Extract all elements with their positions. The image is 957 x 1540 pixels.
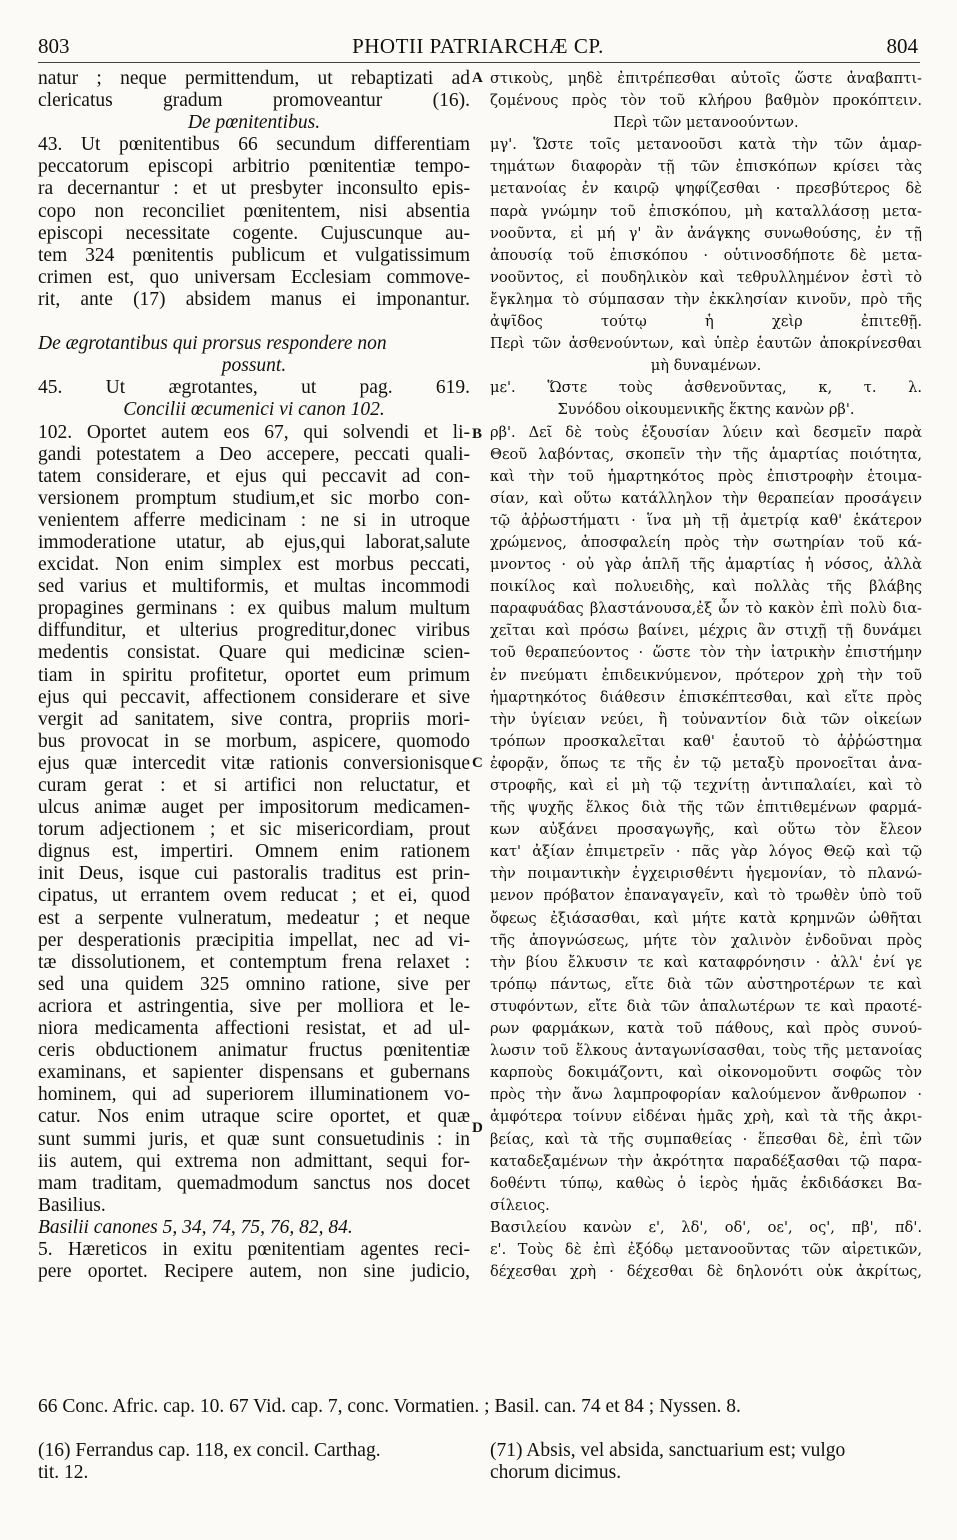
greek-text-line: τῷ ἀῤῥωστήματι · ἵνα μὴ τῇ ἀμετρίᾳ καθ' ἑκάτερον bbox=[490, 511, 922, 529]
greek-text-line: ἀψῖδος τούτῳ ἡ χεὶρ ἐπιτεθῇ. bbox=[490, 313, 922, 331]
greek-text-line: χεῖται καὶ πρόσω βαίνει, μέχρις ἂν στιχῇ τῇ δυνάμει bbox=[490, 622, 922, 640]
greek-text-line: Βασιλείου κανὼν ε', λδ', οδ', οε', ος', πβ', πδ'. bbox=[490, 1218, 922, 1236]
latin-text-line: tæ dissolutionem, et contemptum frena relaxet : bbox=[38, 951, 470, 973]
latin-text-line: tiam in spiritu profitetur, oportet eum primum bbox=[38, 664, 470, 686]
greek-text-line: ζομένους πρὸς τὸν τοῦ κλήρου βαθμὸν προκόπτειν. bbox=[490, 92, 922, 110]
latin-text-line: niora medicamenta affectioni resistat, et ad ul- bbox=[38, 1018, 470, 1040]
running-title: PHOTII PATRIARCHÆ CP. bbox=[352, 34, 604, 58]
footnote-left-line: tit. 12. bbox=[38, 1462, 89, 1483]
greek-text-line: ρβ'. Δεῖ δὲ τοὺς ἐξουσίαν λύειν καὶ δεσμεῖν παρὰ bbox=[490, 423, 922, 441]
latin-text-line: ejus qui peccavit, affectionem considerare et sive bbox=[38, 686, 470, 708]
greek-text-line: μγ'. Ὥστε τοῖς μετανοοῦσι κατὰ τὴν τῶν ἁμαρ- bbox=[490, 136, 922, 154]
greek-text-line: τῆς ἀπογνώσεως, μήτε τὸν χαλινὸν ἐνδοῦναι πρὸς bbox=[490, 931, 922, 949]
greek-text-line: τοῦ θεραπεύοντος · ὥστε τὸν τὴν ἰατρικὴν ἐπιστήμην bbox=[490, 644, 922, 662]
latin-text-line: catur. Nos enim utraque scire oportet, et quæ bbox=[38, 1106, 470, 1128]
latin-text-line: ceris obductionem animatur fructus pœnitentiæ bbox=[38, 1040, 470, 1062]
latin-text-line: mam traditam, quemadmodum sanctus nos docet bbox=[38, 1172, 470, 1194]
margin-marker-c: C bbox=[472, 755, 483, 771]
latin-text-line: medentis consistat. Quare qui medicinæ scien- bbox=[38, 642, 470, 664]
greek-text-line: μετανοίας ἐν καιρῷ ψηφίζεσθαι · πρεσβύτερος δὲ bbox=[490, 180, 922, 198]
greek-text-line: ποικίλος καὶ πολυειδὴς, καὶ πολλὰς τῆς βλάβης bbox=[490, 578, 922, 596]
header-rule bbox=[38, 62, 920, 63]
greek-text-line: σίλειος. bbox=[490, 1196, 550, 1214]
greek-text-line: καρποὺς δοκιμάζοντι, καὶ οἰκονομοῦντι σοφῶς τὸν bbox=[490, 1064, 922, 1082]
latin-text-line: sed varius et multiformis, et multas incommodi bbox=[38, 576, 470, 598]
greek-column bbox=[490, 68, 922, 1283]
latin-text-line: acriora et astringentia, sive per molliora et le- bbox=[38, 995, 470, 1017]
greek-text-line: ε'. Τοὺς δὲ ἐπὶ ἐξόδῳ μετανοοῦντας τῶν αἱρετικῶν, bbox=[490, 1240, 922, 1258]
footnote-left bbox=[38, 1440, 470, 1484]
latin-text-line: cipatus, ut errantem ovem reducat ; et ei, quod bbox=[38, 885, 470, 907]
latin-text-line: De pœnitentibus. bbox=[187, 112, 321, 134]
greek-text-line: παρὰ γνώμην τοῦ ἐπισκόπου, μὴ καταλλάσσῃ μετα- bbox=[490, 202, 922, 220]
latin-text-line: ra decernantur : et ut presbyter inconsulto epis- bbox=[38, 178, 470, 200]
latin-text-line: crimen est, quo universam Ecclesiam commove- bbox=[38, 266, 470, 288]
greek-text-line: με'. Ὥστε τοὺς ἀσθενοῦντας, κ, τ. λ. bbox=[490, 379, 922, 397]
latin-text-line: 45. Ut ægrotantes, ut pag. 619. bbox=[38, 377, 470, 399]
greek-text-line: λωσιν τοῦ ἕλκους ἀνταγωνίσασθαι, τοὺς τῆς μετανοίας bbox=[490, 1042, 922, 1060]
latin-text-line: versionem promptum studium,et sic morbo con- bbox=[38, 487, 470, 509]
page-number-right: 804 bbox=[886, 34, 918, 58]
greek-text-line: ἀπουσίᾳ τοῦ ἐπισκόπου · οὑτινοσδήποτε δὲ μετα- bbox=[490, 246, 922, 264]
greek-text-line: τρόπων προσκαλεῖται καθ' ἑαυτοῦ τὸ ἀῤῥώστημα bbox=[490, 732, 922, 750]
latin-text-line: 43. Ut pœnitentibus 66 secundum differentiam bbox=[38, 134, 470, 156]
latin-text-line: iis autem, qui extrema non admittant, sequi for- bbox=[38, 1150, 470, 1172]
latin-text-line: pere oportet. Recipere autem, non sine judicio, bbox=[38, 1261, 470, 1283]
margin-marker-b: B bbox=[472, 426, 483, 442]
latin-text-line: dignus est, impertiri. Omnem enim rationem bbox=[38, 841, 470, 863]
latin-column bbox=[38, 68, 470, 1283]
latin-text-line: est a serpente vulneratum, medeatur ; et neque bbox=[38, 907, 470, 929]
greek-text-line: Περὶ τῶν μετανοούντων. bbox=[613, 114, 799, 132]
latin-text-line: propagines germinans : ex quibus malum multum bbox=[38, 598, 470, 620]
latin-text-line: venientem afferre medicinam : ne si in utroque bbox=[38, 509, 470, 531]
greek-text-line: ἀμφότερα τοίνυν εἰδέναι ἡμᾶς χρὴ, καὶ τὰ τῆς ἀκρι- bbox=[490, 1108, 922, 1126]
latin-text-line: ejus quæ intercedit vitæ rationis conversionisque bbox=[38, 752, 470, 774]
latin-text-line: vergit ad sanitatem, sive contra, propriis mori- bbox=[38, 708, 470, 730]
greek-text-line: ἔγκλημα τὸ σύμπασαν τὴν ἐκκλησίαν κινοῦν, πρὸ τῆς bbox=[490, 290, 922, 308]
footnote-right-line: (71) Absis, vel absida, sanctuarium est; vulgo bbox=[490, 1440, 846, 1461]
greek-text-line: Περὶ τῶν ἀσθενούντων, καὶ ὑπὲρ ἑαυτῶν ἀποκρίνεσθαι bbox=[490, 335, 922, 353]
latin-text-line: copo non reconciliet pœnitentem, nisi absentia bbox=[38, 200, 470, 222]
greek-text-line: καὶ τὴν τοῦ ἡμαρτηκότος πρὸς ἐπιστροφὴν ἑτοιμα- bbox=[490, 467, 922, 485]
latin-text-line: init Deus, isque cui pastoralis traditus est prin- bbox=[38, 863, 470, 885]
greek-text-line: τρόπῳ πάντως, εἴτε διὰ τῶν αὐστηροτέρων τε καὶ bbox=[490, 975, 922, 993]
latin-text-line: hominem, qui ad superiorem illuminationem vo- bbox=[38, 1084, 470, 1106]
greek-text-line: βείας, καὶ τὰ τῆς συμπαθείας · ἕπεσθαι δὲ, ἐπὶ τῶν bbox=[490, 1130, 922, 1148]
footnotes-top bbox=[38, 1396, 922, 1418]
latin-text-line: ulcus animæ auget per impositorum medicamen- bbox=[38, 797, 470, 819]
greek-text-line: ἐφορᾷν, ὅπως τε τῆς ἐν τῷ μεταξὺ προνοεῖται ἀνα- bbox=[490, 754, 922, 772]
latin-text-line: gandi potestatem a Deo accepere, peccati quali- bbox=[38, 443, 470, 465]
greek-text-line: παραφυάδας βλαστάνουσα,ἐξ ὧν τὸ κακὸν ἐπὶ πολὺ δια- bbox=[490, 600, 922, 618]
margin-marker-a: A bbox=[472, 70, 483, 86]
greek-text-line: σίαν, καὶ οὕτω κατάλληλον τὴν θεραπείαν προσάγειν bbox=[490, 489, 922, 507]
latin-text-line: natur ; neque permittendum, ut rebaptizati ad bbox=[38, 68, 470, 89]
latin-text-line: possunt. bbox=[221, 355, 287, 377]
latin-text-line: De ægrotantibus qui prorsus respondere non bbox=[38, 333, 387, 355]
latin-text-line: curam gerat : et si artifici non reluctatur, et bbox=[38, 775, 470, 796]
greek-text-line: ἐν πνεύματι ἐπιδεικνύμενον, πρότερον χρὴ τὴν τοῦ bbox=[490, 666, 922, 684]
greek-text-line: κατ' ἀξίαν ἐπιμετρεῖν · πᾶς γὰρ λόγος Θεῷ καὶ τῷ bbox=[490, 843, 922, 861]
greek-text-line: τὴν ὑγίειαν νεύει, ἢ τοὐναντίον διὰ τῶν οἰκείων bbox=[490, 710, 922, 728]
greek-text-line: Συνόδου οἰκουμενικῆς ἕκτης κανὼν ρβ'. bbox=[557, 401, 855, 419]
latin-text-line: bus provocat in se morbum, aspicere, quomodo bbox=[38, 730, 470, 752]
greek-text-line: μνοντος · οὐ γὰρ ἁπλῆ τῆς ἁμαρτίας ἡ νόσος, ἀλλὰ bbox=[490, 556, 922, 574]
greek-text-line: τὴν βίου ἔλκυσιν τε καὶ καταφρόνησιν · ἀλλ' ἐνί γε bbox=[490, 953, 922, 971]
margin-marker-d: D bbox=[472, 1120, 483, 1136]
latin-text-line: diffunditur, et ulterius progreditur,donec viribus bbox=[38, 620, 470, 642]
running-header bbox=[38, 34, 918, 60]
greek-text-line: Θεοῦ λαβόντας, σκοπεῖν τὴν τῆς ἁμαρτίας ποιότητα, bbox=[490, 445, 922, 463]
latin-text-line: tem 324 pœnitentis publicum et vulgatissimum bbox=[38, 244, 470, 266]
page-number-left: 803 bbox=[38, 34, 70, 58]
latin-text-line: per desperationis præcipitia impellat, nec ad vi- bbox=[38, 929, 470, 951]
latin-text-line bbox=[38, 311, 470, 333]
latin-text-line: clericatus gradum promoveantur (16). bbox=[38, 90, 470, 112]
greek-text-line: νοοῦντος, εἰ πουδηλικὸν καὶ τεθρυλλημένον ἐστὶ τὸ bbox=[490, 268, 922, 286]
greek-text-line: μὴ δυναμένων. bbox=[650, 357, 762, 375]
footnote-right bbox=[490, 1440, 922, 1484]
latin-text-line: torum adjectionem ; et sic misericordiam, prout bbox=[38, 819, 470, 841]
latin-text-line: sed una quidem 325 omnino ratione, sive per bbox=[38, 973, 470, 995]
greek-text-line: καταδεξαμένων τὴν ἀκρότητα παραδέξασθαι τῷ παρα- bbox=[490, 1152, 922, 1170]
latin-text-line: Concilii œcumenici vi canon 102. bbox=[123, 399, 385, 421]
greek-text-line: χρώμενος, ἀποσφαλείη πρὸς τὴν σωτηρίαν τοῦ κά- bbox=[490, 533, 922, 551]
latin-text-line: tatem considerare, et ejus qui peccavit ad con- bbox=[38, 465, 470, 487]
greek-text-line: νοοῦντα, εἰ μή γ' ἂν ἀνάγκης συνωθούσης, ἐν τῇ bbox=[490, 224, 922, 242]
latin-text-line: examinans, et sapienter dispensans et gubernans bbox=[38, 1062, 470, 1084]
greek-text-line: πρὸς τὴν ἄνω λαμπροφορίαν καλούμενον ἄνθρωπον · bbox=[490, 1086, 922, 1104]
greek-text-line: τημάτων διαφορὰν τῇ τῶν ἐπισκόπων κρίσει τὰς bbox=[490, 158, 922, 176]
greek-text-line: δοθέντι τύπῳ, καθὼς ὁ ἱερὸς ἡμᾶς ἐκδιδάσκει Βα- bbox=[490, 1174, 922, 1192]
latin-text-line: rit, ante (17) absidem manus ei imponantur. bbox=[38, 288, 470, 310]
greek-text-line: ἡμαρτηκότος διάθεσιν ἐπισκέπτεσθαι, καὶ εἴτε πρὸς bbox=[490, 688, 922, 706]
greek-text-line: ρων φαρμάκων, κατὰ τοῦ πάθους, καὶ πρὸς συνού- bbox=[490, 1020, 922, 1038]
greek-text-line: τῆς ψυχῆς ἕλκος διὰ τῆς τῶν ἐπιτιθεμένων φαρμά- bbox=[490, 799, 922, 817]
footnote-refs: 66 Conc. Afric. cap. 10. 67 Vid. cap. 7, conc. Vormatien. ; Basil. can. 74 et 84 ; Nyssen. 8. bbox=[38, 1396, 741, 1417]
greek-text-line: μενον πρόβατον ἐπαναγαγεῖν, καὶ τὸ τρωθὲν ὑπὸ τοῦ bbox=[490, 887, 922, 905]
greek-text-line: στροφῆς, καὶ εἰ μὴ τῷ τεχνίτῃ ἀντιπαλαίει, καὶ τὸ bbox=[490, 777, 922, 794]
footnote-left-line: (16) Ferrandus cap. 118, ex concil. Carthag. bbox=[38, 1440, 381, 1461]
greek-text-line: στικοὺς, μηδὲ ἐπιτρέπεσθαι αὐτοῖς ὥστε ἀναβαπτι- bbox=[490, 70, 922, 87]
greek-text-line: δέχεσθαι χρὴ · δέχεσθαι δὲ δηλονότι οὐκ ἀκρίτως, bbox=[490, 1263, 922, 1281]
latin-text-line: excidat. Non enim simplex est morbus peccati, bbox=[38, 554, 470, 576]
latin-text-line: episcopi necessitate cogente. Cujuscunque au- bbox=[38, 222, 470, 244]
latin-text-line: sunt summi juris, et quæ sunt consuetudinis : in bbox=[38, 1128, 470, 1150]
greek-text-line: κων αὐξάνει προσαγωγῆς, καὶ οὕτω τὸν ἔλεον bbox=[490, 821, 922, 839]
greek-text-line: τὴν ποιμαντικὴν ἐγχειρισθέντι ἡγεμονίαν, τὸ πλανώ- bbox=[490, 865, 922, 883]
latin-text-line: 5. Hæreticos in exitu pœnitentiam agentes reci- bbox=[38, 1238, 470, 1260]
greek-text-line: ὄφεως ἐξιάσασθαι, καὶ μήτε κατὰ κρημνῶν ὠθῆται bbox=[490, 909, 922, 927]
latin-text-line: immoderatione utatur, ab ejus,qui laborat,salute bbox=[38, 531, 470, 553]
footnote-right-line: chorum dicimus. bbox=[490, 1462, 622, 1483]
latin-text-line: 102. Oportet autem eos 67, qui solvendi et li- bbox=[38, 421, 470, 443]
greek-text-line: στυφόντων, εἴτε διὰ τῶν ἁπαλωτέρων τε καὶ πραοτέ- bbox=[490, 997, 922, 1015]
latin-text-line: Basilius. bbox=[38, 1194, 106, 1216]
latin-text-line: peccatorum episcopi arbitrio pœnitentiæ tempo- bbox=[38, 156, 470, 178]
latin-text-line: Basilii canones 5, 34, 74, 75, 76, 82, 84. bbox=[38, 1216, 353, 1238]
